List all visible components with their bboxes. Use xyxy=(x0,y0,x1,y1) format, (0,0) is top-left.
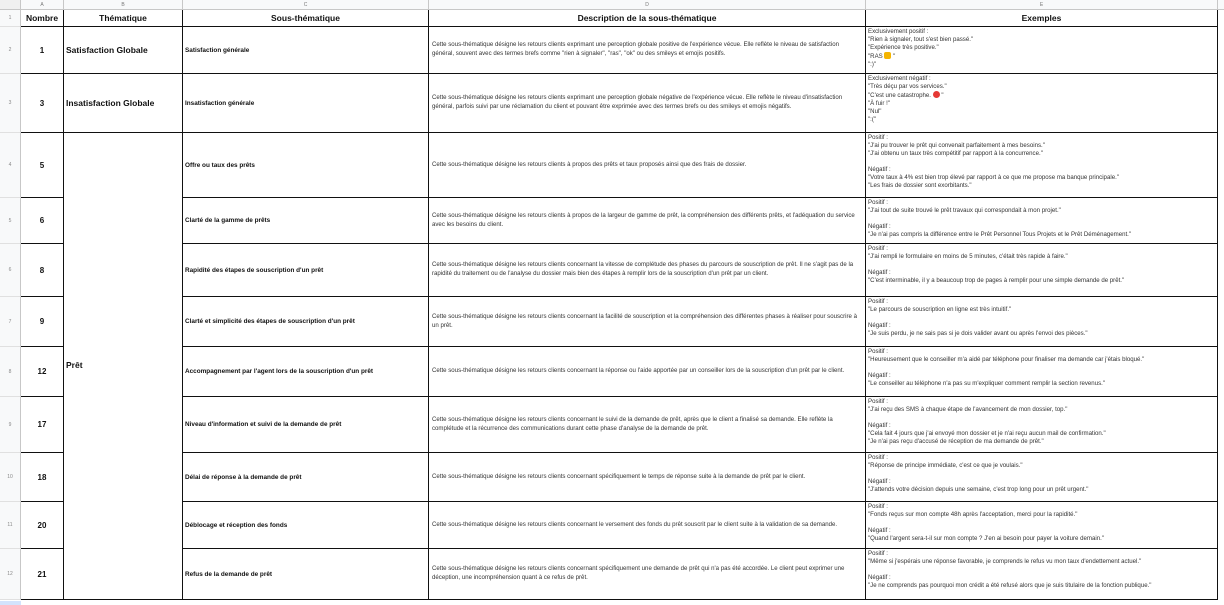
row-number[interactable]: 7 xyxy=(0,297,21,347)
exemple-line xyxy=(868,158,1119,166)
row-number[interactable]: 12 xyxy=(0,549,21,600)
exemples-cell[interactable] xyxy=(866,198,1218,244)
exemple-line xyxy=(868,134,1119,142)
exemple-line xyxy=(868,364,1144,372)
exemple-text: "J'ai reçu des SMS à chaque étape de l'avancement de mon dossier, top." xyxy=(868,406,1068,413)
exemple-text: Négatif : xyxy=(868,478,891,485)
exemple-text: "J'ai tout de suite trouvé le prêt travaux qui correspondait à mon projet." xyxy=(868,207,1061,214)
exemple-text: Négatif : xyxy=(868,372,891,379)
sous-thematique-cell[interactable]: Satisfaction générale xyxy=(183,27,429,74)
exemple-text: "Nul" xyxy=(868,108,882,115)
exemples-cell[interactable] xyxy=(866,27,1218,74)
exemple-line xyxy=(868,486,1088,494)
exemple-text: "Je n'ai pas compris la différence entre le Prêt Personnel Tous Projets et le Prêt Déménagement." xyxy=(868,231,1132,238)
exemples-list xyxy=(868,454,1088,494)
exemple-line xyxy=(868,356,1144,364)
column-header-c[interactable]: C xyxy=(183,0,429,10)
column-header-d[interactable]: D xyxy=(429,0,866,10)
exemples-cell[interactable] xyxy=(866,297,1218,347)
exemple-line xyxy=(868,406,1106,414)
exemple-text: "Réponse de principe immédiate, c'est ce que je voulais." xyxy=(868,462,1023,469)
exemple-line xyxy=(868,44,973,52)
exemple-line xyxy=(868,108,947,116)
column-header-f[interactable] xyxy=(1218,0,1224,10)
exemple-line xyxy=(868,454,1088,462)
exemple-line xyxy=(868,574,1151,582)
exemple-text: "À fuir !" xyxy=(868,100,890,107)
exemple-line xyxy=(868,519,1104,527)
exemple-text: ":)" xyxy=(868,61,877,68)
header-thematique[interactable]: Thématique xyxy=(64,10,183,27)
exemples-list xyxy=(868,398,1106,446)
nombre-cell[interactable]: 21 xyxy=(21,549,64,600)
exemple-line xyxy=(868,566,1151,574)
quote-mark: " xyxy=(939,92,944,99)
column-header-a[interactable]: A xyxy=(21,0,64,10)
sous-thematique-cell[interactable]: Déblocage et réception des fonds xyxy=(183,502,429,549)
exemples-cell[interactable] xyxy=(866,502,1218,549)
nombre-cell[interactable]: 18 xyxy=(21,453,64,502)
exemple-text: "C'est une catastrophe. xyxy=(868,92,933,99)
exemple-text: "Très déçu par vos services." xyxy=(868,83,947,90)
exemple-line xyxy=(868,582,1151,590)
exemple-line xyxy=(868,306,1088,314)
column-header-e[interactable]: E xyxy=(866,0,1218,10)
exemples-list xyxy=(868,550,1151,590)
exemple-line xyxy=(868,261,1124,269)
description-cell[interactable]: Cette sous-thématique désigne les retours clients exprimant une perception globale négative de l'expérience vécue. Elle reflète le niveau d'insatisfaction général, parfois suivi par une réclamation du client et pouvant être exprimée avec des termes brefs ou des smileys et emojis négatifs. xyxy=(429,74,866,133)
exemple-text: "Heureusement que le conseiller m'a aidé par téléphone pour finaliser ma demande car j'étais bloqué." xyxy=(868,356,1145,363)
nombre-cell[interactable]: 17 xyxy=(21,397,64,453)
exemples-cell[interactable] xyxy=(866,397,1218,453)
nombre-cell[interactable]: 12 xyxy=(21,347,64,397)
exemple-line xyxy=(868,182,1119,190)
exemple-text: "Je n'ai pas reçu d'accusé de réception de ma demande de prêt." xyxy=(868,438,1044,445)
description-cell[interactable]: Cette sous-thématique désigne les retours clients concernant le suivi de la demande de prêt, après que le client a finalisé sa demande. Elle reflète la complétude et la récurrence des communications durant cette phase d'analyse de la demande de prêt. xyxy=(429,397,866,453)
exemple-line xyxy=(868,422,1106,430)
exemple-line xyxy=(868,199,1131,207)
row-number[interactable]: 2 xyxy=(0,27,21,74)
exemple-text: "Je ne comprends pas pourquoi mon crédit a été refusé alors que je suis titulaire de la fonction publique." xyxy=(868,582,1152,589)
row-number[interactable]: 11 xyxy=(0,502,21,549)
row-number[interactable]: 5 xyxy=(0,198,21,244)
description-cell[interactable]: Cette sous-thématique désigne les retours clients concernant la vitesse de complétude des phases du parcours de souscription de prêt. Il ne s'agit pas de la rapidité du traitement ou de l'analyse du dossier mais bien des étapes à remplir lors de la souscription d'un prêt par un client. xyxy=(429,244,866,297)
exemples-list xyxy=(868,298,1088,338)
exemple-line xyxy=(868,298,1088,306)
exemple-line xyxy=(868,430,1106,438)
exemple-text: Positif : xyxy=(868,503,888,510)
exemple-text: Négatif : xyxy=(868,574,891,581)
exemple-line xyxy=(868,277,1124,285)
thematique-cell[interactable]: Satisfaction Globale xyxy=(64,27,183,74)
nombre-cell[interactable]: 5 xyxy=(21,133,64,198)
nombre-cell[interactable]: 1 xyxy=(21,27,64,74)
row-number[interactable]: 9 xyxy=(0,397,21,453)
exemples-cell[interactable] xyxy=(866,347,1218,397)
exemple-text: Positif : xyxy=(868,298,888,305)
exemple-line xyxy=(868,253,1124,261)
row-number[interactable]: 3 xyxy=(0,74,21,133)
exemple-line xyxy=(868,269,1124,277)
description-cell[interactable]: Cette sous-thématique désigne les retours clients concernant spécifiquement une demande de prêt qui n'a pas été accordée. Le client peut exprimer une déception, une incompréhension quant à ce refus de prêt. xyxy=(429,549,866,600)
nombre-cell[interactable]: 3 xyxy=(21,74,64,133)
exemple-line xyxy=(868,380,1144,388)
exemple-text: Négatif : xyxy=(868,527,891,534)
exemple-text: Négatif : xyxy=(868,269,891,276)
description-cell[interactable]: Cette sous-thématique désigne les retours clients concernant la réponse ou l'aide apportée par un conseiller lors de la souscription d'un prêt par le client. xyxy=(429,347,866,397)
exemple-line xyxy=(868,372,1144,380)
exemple-line xyxy=(868,503,1104,511)
exemple-line xyxy=(868,511,1104,519)
exemple-text: "Les frais de dossier sont exorbitants." xyxy=(868,182,972,189)
exemple-text: Positif : xyxy=(868,134,888,141)
exemples-cell[interactable] xyxy=(866,453,1218,502)
exemple-text: Exclusivement négatif : xyxy=(868,75,931,82)
row-number[interactable]: 10 xyxy=(0,453,21,502)
exemple-text: "Le parcours de souscription en ligne est très intuitif." xyxy=(868,306,1012,313)
quote-mark: " xyxy=(891,53,896,60)
exemple-line xyxy=(868,558,1151,566)
header-description[interactable]: Description de la sous-thématique xyxy=(429,10,866,27)
exemple-text: Négatif : xyxy=(868,422,891,429)
select-all-corner[interactable] xyxy=(0,0,21,10)
description-cell[interactable]: Cette sous-thématique désigne les retours clients exprimant une perception globale positive de l'expérience vécue. Elle reflète le niveau de satisfaction général, souvent avec des termes brefs comme "rien à signaler", "ras", "ok" ou des smileys et emojis positifs. xyxy=(429,27,866,74)
selected-row-indicator xyxy=(0,601,21,605)
exemple-text: "Je suis perdu, je ne sais pas si je dois valider avant ou après l'envoi des pièces." xyxy=(868,330,1088,337)
exemples-list xyxy=(868,75,947,124)
exemple-line xyxy=(868,83,947,91)
exemple-line xyxy=(868,527,1104,535)
sous-thematique-cell[interactable]: Clarté de la gamme de prêts xyxy=(183,198,429,244)
exemple-line xyxy=(868,116,947,124)
exemples-list xyxy=(868,348,1144,388)
exemple-text: Positif : xyxy=(868,199,888,206)
exemple-text: Exclusivement positif : xyxy=(868,28,929,35)
description-cell[interactable]: Cette sous-thématique désigne les retours clients à propos des prêts et taux proposés ainsi que des frais de dossier. xyxy=(429,133,866,198)
exemple-text: "Cela fait 4 jours que j'ai envoyé mon dossier et je n'ai reçu aucun mail de confirmation." xyxy=(868,430,1106,437)
exemples-list xyxy=(868,245,1124,285)
exemple-text: Positif : xyxy=(868,550,888,557)
exemples-list xyxy=(868,503,1104,543)
exemple-line xyxy=(868,174,1119,182)
nombre-cell[interactable]: 6 xyxy=(21,198,64,244)
exemples-list xyxy=(868,134,1119,190)
exemple-line xyxy=(868,398,1106,406)
exemple-text: "Votre taux à 4% est bien trop élevé par rapport à ce que me propose ma banque principale." xyxy=(868,174,1119,181)
exemple-text: Négatif : xyxy=(868,223,891,230)
exemple-line xyxy=(868,150,1119,158)
exemple-text: ":(" xyxy=(868,116,877,123)
exemples-cell[interactable] xyxy=(866,74,1218,133)
exemple-text: "RAS xyxy=(868,53,885,60)
exemple-text: Positif : xyxy=(868,348,888,355)
exemples-cell[interactable] xyxy=(866,244,1218,297)
row-number[interactable]: 6 xyxy=(0,244,21,297)
column-header-b[interactable]: B xyxy=(64,0,183,10)
exemple-text: Positif : xyxy=(868,454,888,461)
exemple-line xyxy=(868,142,1119,150)
exemple-line xyxy=(868,462,1088,470)
exemple-text: "Expérience très positive." xyxy=(868,44,939,51)
nombre-cell[interactable]: 20 xyxy=(21,502,64,549)
description-cell[interactable]: Cette sous-thématique désigne les retours clients concernant la facilité de souscription et la compréhension des différentes phases à réaliser pour souscrire à un prêt. xyxy=(429,297,866,347)
exemple-line xyxy=(868,28,973,36)
exemple-line xyxy=(868,91,947,100)
exemple-line xyxy=(868,550,1151,558)
exemple-line xyxy=(868,470,1088,478)
exemple-text: "J'ai pu trouver le prêt qui convenait parfaitement à mes besoins." xyxy=(868,142,1045,149)
sous-thematique-cell[interactable]: Clarté et simplicité des étapes de souscription d'un prêt xyxy=(183,297,429,347)
exemple-line xyxy=(868,348,1144,356)
sous-thematique-cell[interactable]: Rapidité des étapes de souscription d'un prêt xyxy=(183,244,429,297)
header-exemples[interactable]: Exemples xyxy=(866,10,1218,27)
exemple-text: "Quand l'argent sera-t-il sur mon compte ? J'en ai besoin pour payer la voiture demain." xyxy=(868,535,1104,542)
exemple-line xyxy=(868,75,947,83)
exemple-text: "J'ai obtenu un taux très compétitif par rapport à la concurrence." xyxy=(868,150,1043,157)
exemple-line xyxy=(868,535,1104,543)
description-cell[interactable]: Cette sous-thématique désigne les retours clients concernant spécifiquement le temps de réponse suite à la demande de prêt par le client. xyxy=(429,453,866,502)
exemple-text: Positif : xyxy=(868,398,888,405)
exemple-line xyxy=(868,52,973,61)
nombre-cell[interactable]: 8 xyxy=(21,244,64,297)
header-nombre[interactable]: Nombre xyxy=(21,10,64,27)
exemple-line xyxy=(868,215,1131,223)
exemple-text: "J'attends votre décision depuis une semaine, c'est trop long pour un prêt urgent." xyxy=(868,486,1089,493)
exemples-cell[interactable] xyxy=(866,549,1218,600)
exemple-line xyxy=(868,231,1131,239)
sous-thematique-cell[interactable]: Insatisfaction générale xyxy=(183,74,429,133)
exemple-line xyxy=(868,478,1088,486)
description-cell[interactable]: Cette sous-thématique désigne les retours clients à propos de la largeur de gamme de prêt, la compréhension des différents prêts, et l'adéquation du service avec les besoins du client. xyxy=(429,198,866,244)
thematique-cell[interactable]: Prêt xyxy=(64,133,183,600)
exemples-list xyxy=(868,28,973,69)
sous-thematique-cell[interactable]: Refus de la demande de prêt xyxy=(183,549,429,600)
sos-icon xyxy=(933,91,940,98)
exemples-list xyxy=(868,199,1131,239)
row-number[interactable]: 1 xyxy=(0,10,21,27)
exemple-line xyxy=(868,314,1088,322)
description-cell[interactable]: Cette sous-thématique désigne les retours clients concernant le versement des fonds du prêt souscrit par le client suite à la validation de sa demande. xyxy=(429,502,866,549)
sous-thematique-cell[interactable]: Offre ou taux des prêts xyxy=(183,133,429,198)
exemple-line xyxy=(868,36,973,44)
sous-thematique-cell[interactable]: Délai de réponse à la demande de prêt xyxy=(183,453,429,502)
exemple-text: "Rien à signaler, tout s'est bien passé." xyxy=(868,36,974,43)
exemple-line xyxy=(868,61,973,69)
exemple-text: Négatif : xyxy=(868,166,891,173)
exemple-line xyxy=(868,330,1088,338)
exemple-line xyxy=(868,207,1131,215)
exemple-line xyxy=(868,414,1106,422)
sous-thematique-cell[interactable]: Niveau d'information et suivi de la demande de prêt xyxy=(183,397,429,453)
exemple-line xyxy=(868,223,1131,231)
exemple-text: "J'ai rempli le formulaire en moins de 5 minutes, c'était très rapide à faire." xyxy=(868,253,1068,260)
thematique-cell[interactable]: Insatisfaction Globale xyxy=(64,74,183,133)
row-number[interactable]: 4 xyxy=(0,133,21,198)
nombre-cell[interactable]: 9 xyxy=(21,297,64,347)
exemple-text: Positif : xyxy=(868,245,888,252)
exemple-line xyxy=(868,322,1088,330)
exemple-line xyxy=(868,245,1124,253)
exemple-text: "Fonds reçus sur mon compte 48h après l'acceptation, merci pour la rapidité." xyxy=(868,511,1078,518)
empty-column-area xyxy=(1219,10,1224,605)
exemple-line xyxy=(868,166,1119,174)
exemple-line xyxy=(868,438,1106,446)
header-sous-thematique[interactable]: Sous-thématique xyxy=(183,10,429,27)
sous-thematique-cell[interactable]: Accompagnement par l'agent lors de la souscription d'un prêt xyxy=(183,347,429,397)
exemple-text: "C'est interminable, il y a beaucoup trop de pages à remplir pour une simple demande de prêt." xyxy=(868,277,1125,284)
exemple-line xyxy=(868,100,947,108)
exemples-cell[interactable] xyxy=(866,133,1218,198)
exemple-text: "Le conseiller au téléphone n'a pas su m'expliquer comment remplir la section revenus." xyxy=(868,380,1105,387)
row-number[interactable]: 8 xyxy=(0,347,21,397)
exemple-text: Négatif : xyxy=(868,322,891,329)
exemple-text: "Même si j'espérais une réponse favorable, je comprends le refus vu mon taux d'endettement actuel." xyxy=(868,558,1142,565)
